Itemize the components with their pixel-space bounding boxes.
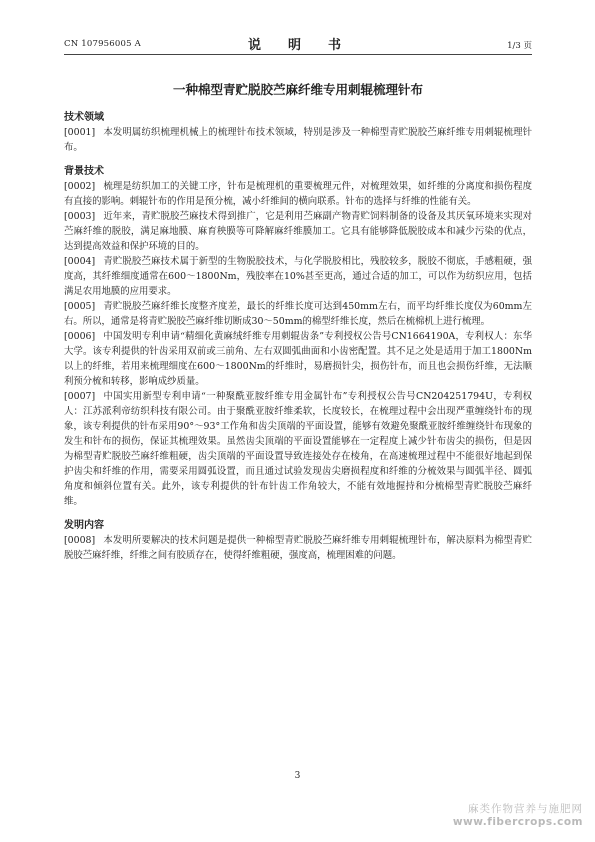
paragraph-text: 本发明属纺织梳理机械上的梳理针布技术领域，特别是涉及一种棉型青贮脱胶苎麻纤维专用刺辊梳理针布。 — [64, 127, 532, 153]
document-type: 说 明 书 — [247, 38, 348, 53]
paragraph — [64, 329, 532, 389]
paragraph-text: 青贮脱胶苎麻技术属于新型的生物脱胶技术，与化学脱胶相比，残胶较多，脱胶不彻底，手感粗硬，强度高，其纤维细度通常在600～1800Nm，残胶率在10%甚至更高，通过合适的加工，可以作为纺织应用，包括满足农用地膜的应用要求。 — [64, 256, 532, 297]
paragraph-text: 梳理是纺织加工的关键工序，针布是梳理机的重要梳理元件，对梳理效果，如纤维的分离度和损伤程度有直接的影响。刺辊针布的作用是预分梳，减小纤维间的横向联系。针布的选择与纤维的性能有关。 — [64, 181, 532, 207]
watermark — [453, 801, 583, 828]
page-number: 3 — [294, 771, 301, 781]
patent-number: CN 107956005 A — [64, 39, 141, 49]
page-indicator: 1/3 页 — [507, 41, 532, 51]
paragraph — [64, 389, 532, 509]
section-gap — [64, 155, 532, 164]
section-heading: 技术领域 — [64, 112, 104, 123]
section-heading: 发明内容 — [64, 520, 104, 531]
paragraph-number: [0001] — [64, 127, 96, 138]
document-title: 一种棉型青贮脱胶苎麻纤维专用刺辊梳理针布 — [172, 82, 423, 97]
paragraph-number: [0006] — [64, 331, 96, 342]
watermark-site-name: 麻类作物营养与施肥网 — [468, 803, 583, 815]
paragraph-text: 中国实用新型专利申请“一种聚酰亚胺纤维专用金属针布”专利授权公告号CN204251794U，专利权人：江苏派利帝纺织科技有限公司。由于聚酰亚胺纤维柔软，长度较长，在梳理过程中会出现严重缠绕针布的现象，该专利提供的针布采用90°～93°工作角和齿尖顶端的平面设置，能够有效避免聚酰亚胺纤维缠绕针布现象的发生和针布的损伤，保证其梳理效果。虽然齿尖顶端的平面设置能够在一定程度上减少针布齿尖的损伤，但是因为棉型青贮脱胶苎麻纤维粗硬，齿尖顶端的平面设置导致连接处存在棱角，在高速梳理过程中不能很好地起到保护齿尖和纤维的作用，需要采用圆弧设置，而且通过试验发现齿尖磨损程度和纤维的分梳效果与圆弧半径、圆弧角度和倾斜位置有关。此外，该专利提供的针布针齿工作角较大，不能有效地握持和分梳棉型青贮脱胶苎麻纤维。 — [64, 391, 532, 507]
section-gap — [64, 509, 532, 518]
paragraph — [64, 179, 532, 209]
section-background — [64, 164, 532, 509]
paragraph-number: [0008] — [64, 535, 96, 546]
paragraph-text: 本发明所要解决的技术问题是提供一种棉型青贮脱胶苎麻纤维专用刺辊梳理针布，解决原料为棉型青贮脱胶苎麻纤维，纤维之间有胶质存在，使得纤维粗硬，强度高，梳理困难的问题。 — [64, 535, 532, 561]
page-header — [64, 34, 532, 55]
paragraph-text: 青贮脱胶苎麻纤维长度整齐度差，最长的纤维长度可达到450mm左右，而平均纤维长度仅为60mm左右。所以，通常是将青贮脱胶苎麻纤维切断成30～50mm的棉型纤维长度，然后在梳棉机上进行梳理。 — [64, 301, 532, 327]
section-heading: 背景技术 — [64, 166, 104, 177]
paragraph — [64, 299, 532, 329]
paragraph-text: 近年来，青贮脱胶苎麻技术得到推广，它是利用苎麻副产物青贮饲料制备的设备及其厌氧环境来实现对苎麻纤维的脱胶，满足麻地膜、麻育秧膜等可降解麻纤维膜加工。它具有能够降低脱胶成本和减少污染的优点，达到提高效益和保护环境的目的。 — [64, 211, 532, 252]
paragraph-number: [0007] — [64, 391, 96, 402]
watermark-url: www.fibercrops.com — [452, 816, 583, 828]
paragraph-number: [0003] — [64, 211, 96, 222]
paragraph-number: [0002] — [64, 181, 96, 192]
paragraph-number: [0004] — [64, 256, 96, 267]
section-technical-field — [64, 110, 532, 155]
paragraph — [64, 125, 532, 155]
paragraph — [64, 533, 532, 563]
paragraph — [64, 209, 532, 254]
document-body — [64, 110, 532, 563]
paragraph-number: [0005] — [64, 301, 96, 312]
paragraph — [64, 254, 532, 299]
section-summary — [64, 518, 532, 563]
paragraph-text: 中国发明专利申请“精细化黄麻绒纤维专用刺辊齿条”专利授权公告号CN1664190A，专利权人：东华大学。该专利提供的针齿采用双前或三前角、左右双圆弧曲面和小齿密配置。其不足之处是适用于加工1800Nm以上的纤维，若用来梳理细度在600～1800Nm的纤维时，易磨损针尖，损伤针布，而且也会损伤纤维，无法顺利预分梳和转移，影响成纱质量。 — [64, 331, 532, 387]
